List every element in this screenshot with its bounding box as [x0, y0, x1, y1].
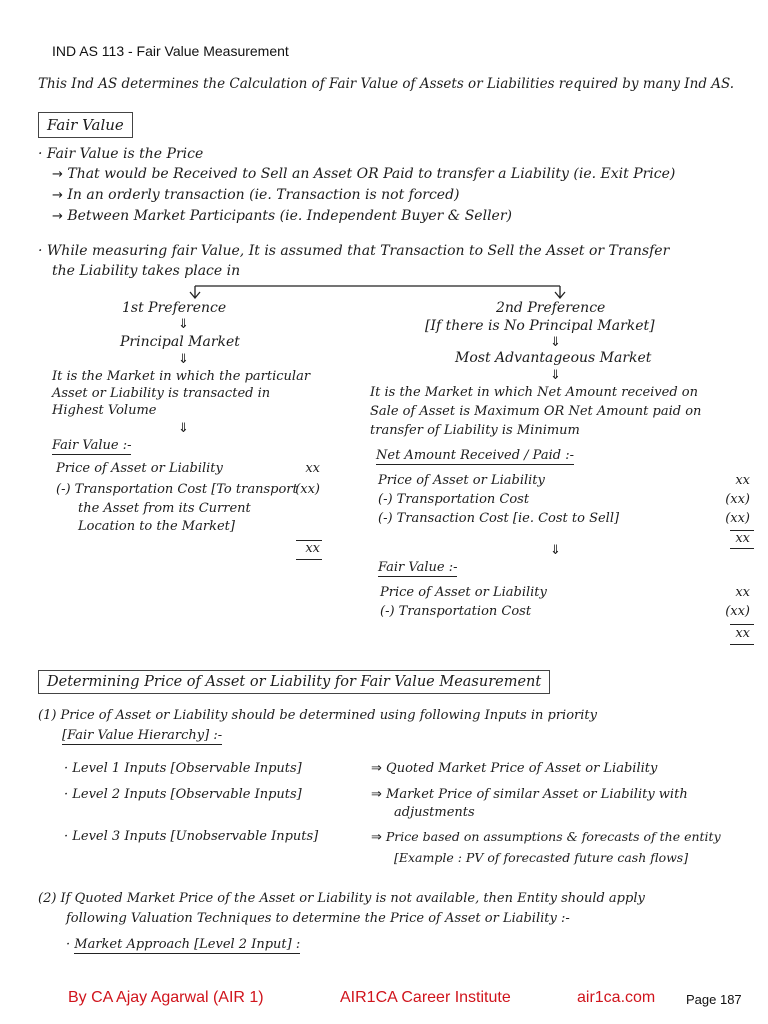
- left-row-label: (-) Transportation Cost [To transport: [56, 482, 298, 497]
- level-result-cont: [Example : PV of forecasted future cash flows]: [394, 850, 689, 865]
- second-preference: 2nd Preference: [496, 300, 606, 316]
- page-title: IND AS 113 - Fair Value Measurement: [52, 43, 289, 59]
- net-amount-label: Net Amount Received / Paid :-: [376, 448, 574, 463]
- footer-author: By CA Ajay Agarwal (AIR 1): [68, 989, 264, 1006]
- net-row-label: Price of Asset or Liability: [378, 473, 545, 488]
- right-arrow-icon: →: [52, 209, 63, 224]
- level-result: ⇒ Price based on assumptions & forecasts of the entity: [371, 829, 721, 845]
- point-2-line-2: following Valuation Techniques to determine the Price of Asset or Liability :-: [66, 911, 570, 926]
- down-arrow-icon: ⇓: [550, 368, 561, 383]
- down-arrow-icon: ⇓: [550, 543, 561, 558]
- net-row-label: (-) Transportation Cost: [378, 492, 530, 507]
- fv-total: xx: [735, 626, 750, 641]
- level-result: ⇒ Market Price of similar Asset or Liability with: [371, 787, 688, 802]
- net-row-label: (-) Transaction Cost [ie. Cost to Sell]: [378, 511, 620, 526]
- net-row-amount: (xx): [725, 492, 750, 507]
- fv-row-amount: (xx): [725, 604, 750, 619]
- point-2-line: (2) If Quoted Market Price of the Asset or Liability is not available, then Entity should apply: [38, 891, 645, 906]
- down-arrow-icon: ⇓: [178, 317, 189, 332]
- left-row-continuation: Location to the Market]: [78, 519, 235, 534]
- assumption-line-2: the Liability takes place in: [52, 263, 241, 279]
- fv-row-amount: xx: [735, 585, 750, 600]
- left-row-label: Price of Asset or Liability: [56, 461, 223, 476]
- definition-text: Fair Value is the Price: [46, 146, 204, 162]
- implies-arrow-icon: ⇒: [371, 761, 382, 776]
- definition-point: → Between Market Participants (ie. Independent Buyer & Seller): [52, 208, 512, 224]
- branch-connector: [0, 0, 768, 310]
- level-row: · Level 3 Inputs [Unobservable Inputs]: [64, 829, 319, 844]
- down-arrow-icon: ⇓: [178, 352, 189, 367]
- level-row: · Level 1 Inputs [Observable Inputs]: [64, 761, 302, 776]
- assumption-line: · While measuring fair Value, It is assumed that Transaction to Sell the Asset or Transfer: [38, 243, 670, 259]
- right-arrow-icon: →: [52, 188, 63, 203]
- left-row-amount: (xx): [295, 482, 320, 497]
- preference-condition: [If there is No Principal Market]: [425, 318, 655, 334]
- net-total: xx: [735, 531, 750, 546]
- right-arrow-icon: →: [52, 167, 63, 182]
- fair-value-hierarchy: [Fair Value Hierarchy] :-: [62, 728, 223, 743]
- down-arrow-icon: ⇓: [178, 421, 189, 436]
- principal-market: Principal Market: [120, 334, 240, 350]
- fv-row-label: (-) Transportation Cost: [380, 604, 532, 619]
- left-row-amount: xx: [305, 461, 320, 476]
- definition-point: → In an orderly transaction (ie. Transaction is not forced): [52, 187, 460, 203]
- level-result-cont: adjustments: [394, 805, 475, 820]
- advantageous-desc: Sale of Asset is Maximum OR Net Amount paid on: [370, 404, 702, 419]
- principal-desc: Highest Volume: [52, 403, 157, 418]
- left-row-continuation: the Asset from its Current: [78, 501, 251, 516]
- intro-text: This Ind AS determines the Calculation of Fair Value of Assets or Liabilities required by many Ind AS.: [38, 76, 735, 92]
- definition-point: → That would be Received to Sell an Asset OR Paid to transfer a Liability (ie. Exit Price): [52, 166, 676, 182]
- footer-website[interactable]: air1ca.com: [577, 989, 656, 1006]
- left-total: xx: [305, 541, 320, 556]
- principal-desc: Asset or Liability is transacted in: [52, 386, 271, 401]
- definition-bullet: · Fair Value is the Price: [38, 146, 204, 162]
- net-row-amount: (xx): [725, 511, 750, 526]
- principal-desc: It is the Market in which the particular: [52, 369, 311, 384]
- total-rule: [296, 559, 322, 560]
- total-rule: [730, 624, 754, 625]
- page-number: Page 187: [686, 992, 742, 1007]
- down-arrow-icon: ⇓: [550, 335, 561, 350]
- fair-value-heading: Fair Value: [38, 112, 133, 138]
- left-fair-value-label: Fair Value :-: [52, 438, 132, 453]
- point-1-line: (1) Price of Asset or Liability should be determined using following Inputs in priority: [38, 708, 597, 723]
- total-rule: [730, 644, 754, 645]
- market-approach: · Market Approach [Level 2 Input] :: [66, 937, 301, 952]
- advantageous-desc: It is the Market in which Net Amount received on: [370, 385, 698, 400]
- footer-institute: AIR1CA Career Institute: [340, 989, 511, 1006]
- total-rule: [730, 548, 754, 549]
- price-section-heading: Determining Price of Asset or Liability for Fair Value Measurement: [38, 670, 550, 694]
- net-row-amount: xx: [735, 473, 750, 488]
- right-fair-value-label: Fair Value :-: [378, 560, 458, 575]
- implies-arrow-icon: ⇒: [371, 787, 382, 802]
- level-row: · Level 2 Inputs [Observable Inputs]: [64, 787, 302, 802]
- level-result: ⇒ Quoted Market Price of Asset or Liability: [371, 761, 658, 776]
- implies-arrow-icon: ⇒: [371, 830, 382, 845]
- most-advantageous-market: Most Advantageous Market: [455, 350, 652, 366]
- fv-row-label: Price of Asset or Liability: [380, 585, 547, 600]
- first-preference: 1st Preference: [122, 300, 227, 316]
- advantageous-desc: transfer of Liability is Minimum: [370, 423, 580, 438]
